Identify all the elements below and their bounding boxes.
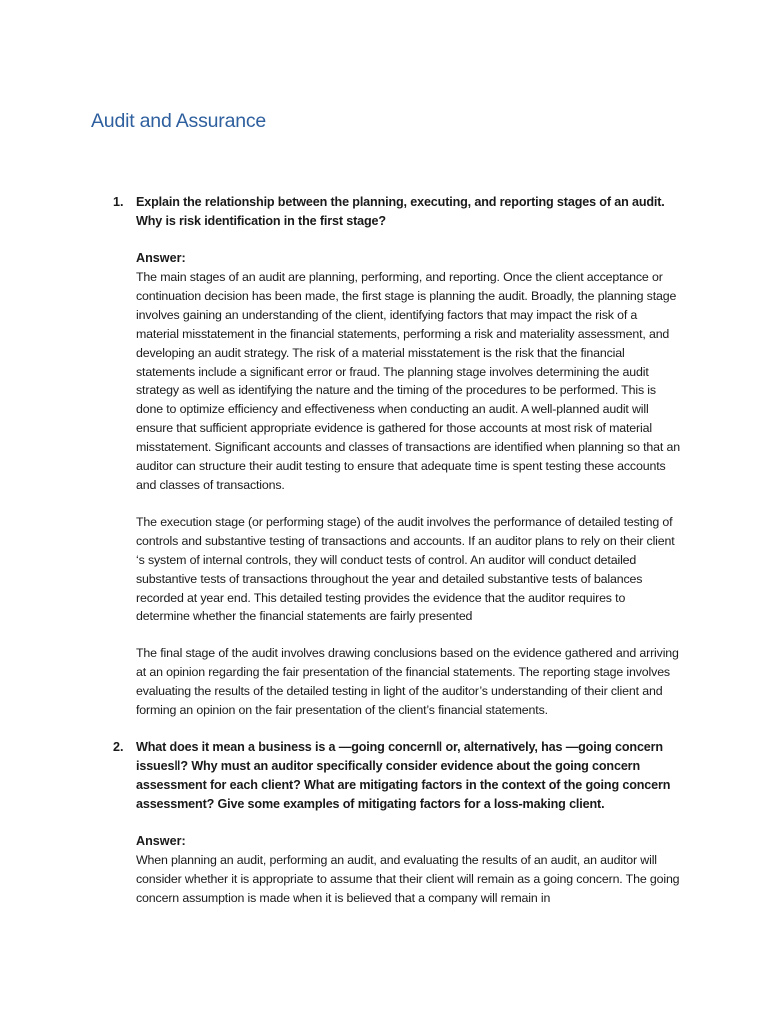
- question-text: Explain the relationship between the planning, executing, and reporting stages of an audit. Why is risk identification in the first stage?: [136, 195, 665, 228]
- question-item: [113, 738, 681, 908]
- answer-paragraph: The main stages of an audit are planning, performing, and reporting. Once the client acceptance or continuation decision has been made, the first stage is planning the audit. Broadly, the planning stage involves gaining an understanding of the client, identifying factors that may impact the risk of a material misstatement in the financial statements, performing a risk and materiality assessment, and developing an audit strategy. The risk of a material misstatement is the risk that the financial statements include a significant error or fraud. The planning stage involves determining the audit strategy as well as identifying the nature and the timing of the procedures to be performed. This is done to optimize efficiency and effectiveness when conducting an audit. A well-planned audit will ensure that sufficient appropriate evidence is gathered for those accounts at most risk of material misstatement. Significant accounts and classes of transactions are identified when planning so that an auditor can structure their audit testing to ensure that adequate time is spent testing these accounts and classes of transactions.: [136, 270, 680, 492]
- question-number: 2.: [113, 739, 124, 754]
- document-title: Audit and Assurance: [91, 110, 267, 132]
- answer-label: Answer:: [136, 833, 186, 848]
- answer-paragraph: The final stage of the audit involves drawing conclusions based on the evidence gathered and arriving at an opinion regarding the fair presentation of the financial statements. The reporting stage involves evaluating the results of the detailed testing in light of the auditor’s understanding of their client and forming an opinion on the fair presentation of the client’s financial statements.: [136, 646, 679, 718]
- question-number: 1.: [113, 195, 124, 209]
- answer-paragraph: The execution stage (or performing stage) of the audit involves the performance of detailed testing of controls and substantive testing of transactions and accounts. If an auditor plans to rely on their client ‘s system of internal controls, they will conduct tests of control. An auditor will conduct detailed substantive tests of transactions throughout the year and detailed substantive tests of balances recorded at year end. This detailed testing provides the evidence that the auditor requires to determine whether the financial statements are fairly presented: [136, 514, 675, 624]
- answer-paragraph: When planning an audit, performing an audit, and evaluating the results of an audit, an auditor will consider whether it is appropriate to assume that their client will remain as a going concern. The going concern assumption is made when it is believed that a company will remain in: [136, 852, 680, 905]
- question-item: [113, 193, 681, 720]
- question-list: [0, 193, 768, 926]
- answer-label: Answer:: [136, 251, 186, 265]
- question-text: What does it mean a business is a —going concern‖ or, alternatively, has —going concern issues‖? Why must an auditor specifically consider evidence about the going concern assessment for each client? What are mitigating factors in the context of the going concern assessment? Give some examples of mitigating factors for a loss-making client.: [136, 739, 671, 811]
